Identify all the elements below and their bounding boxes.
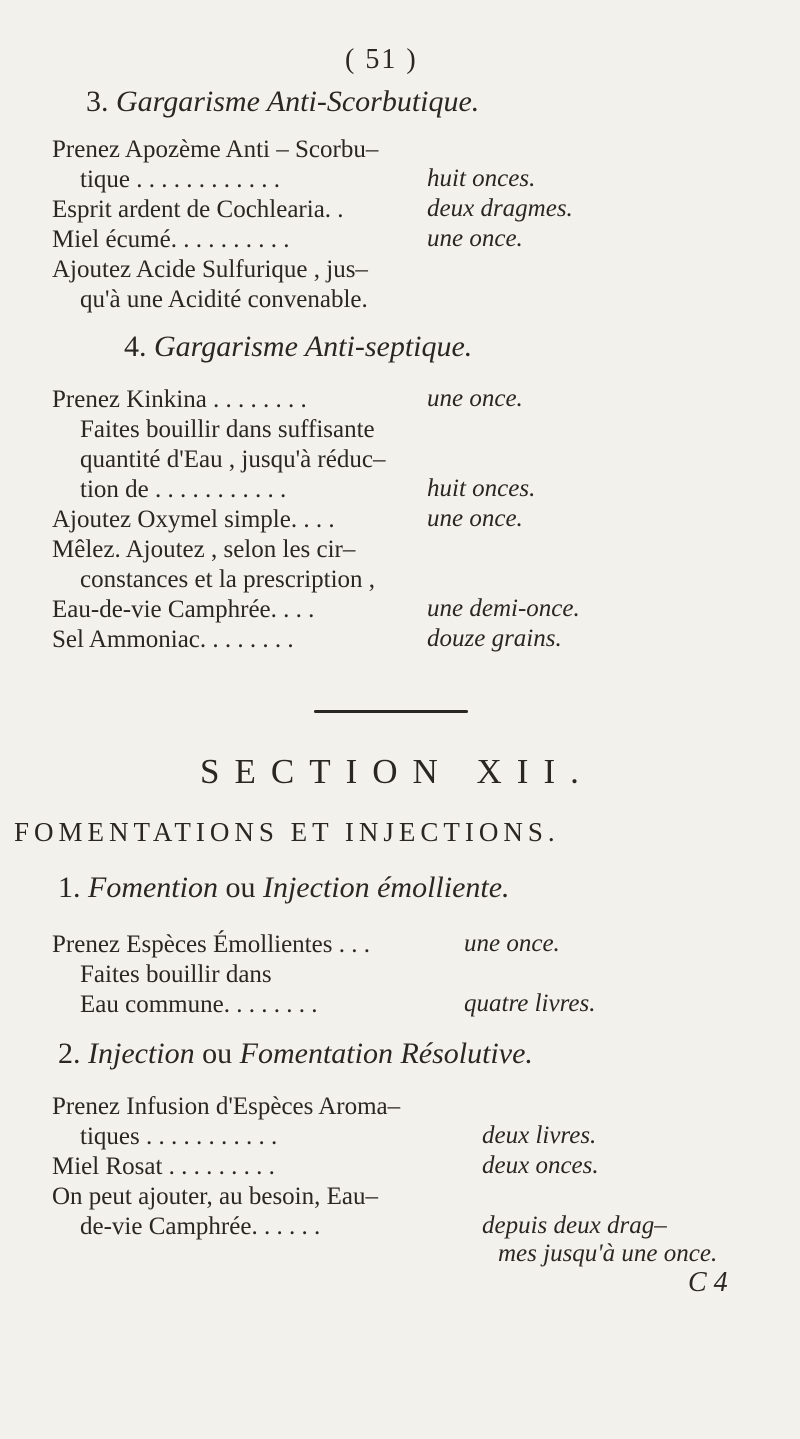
recipe-s2-line-3: Miel Rosat . . . . . . . . .: [52, 1153, 275, 1180]
recipe-3-line-3: Esprit ardent de Cochlearia. .: [52, 196, 344, 223]
recipe-3-heading: [86, 85, 479, 119]
recipe-s2-number: 2.: [58, 1037, 81, 1070]
recipe-3-line-5: Ajoutez Acide Sulfurique , jus–: [52, 256, 368, 283]
recipe-s2-line-2: tiques . . . . . . . . . . .: [80, 1123, 278, 1150]
recipe-s2-title-connector: ou: [202, 1037, 233, 1070]
recipe-4-number: 4.: [124, 330, 147, 363]
recipe-s1-number: 1.: [58, 871, 81, 904]
recipe-3-line-4: Miel écumé. . . . . . . . . .: [52, 226, 290, 253]
recipe-3-line-3-qty: deux dragmes.: [427, 195, 573, 222]
recipe-4-line-1: Prenez Kinkina . . . . . . . .: [52, 386, 307, 413]
recipe-s2-line-1: Prenez Infusion d'Espèces Aroma–: [52, 1093, 401, 1120]
recipe-s2-title-part2: Fomentation Résolutive.: [239, 1037, 533, 1070]
recipe-s2-line-5-qty: depuis deux drag–: [482, 1212, 667, 1239]
recipe-4-line-4-qty: huit onces.: [427, 475, 536, 502]
recipe-s1-line-2: Faites bouillir dans: [80, 961, 272, 988]
recipe-4-line-7: constances et la prescription ,: [80, 566, 376, 593]
recipe-4-line-5-qty: une once.: [427, 505, 523, 532]
recipe-4-line-8: Eau-de-vie Camphrée. . . .: [52, 596, 315, 623]
recipe-4-line-5: Ajoutez Oxymel simple. . . .: [52, 506, 335, 533]
recipe-s2-line-4: On peut ajouter, au besoin, Eau–: [52, 1183, 378, 1210]
section-title: SECTION XII.: [200, 752, 594, 791]
recipe-4-line-9: Sel Ammoniac. . . . . . . .: [52, 626, 294, 653]
recipe-3-line-6: qu'à une Acidité convenable.: [80, 286, 368, 313]
recipe-s2-line-6-qty: mes jusqu'à une once.: [498, 1240, 718, 1267]
recipe-4-title: Gargarisme Anti-septique.: [154, 330, 473, 363]
recipe-3-line-1: Prenez Apozème Anti – Scorbu–: [52, 136, 379, 163]
page-number: ( 51 ): [345, 44, 418, 75]
recipe-3-number: 3.: [86, 85, 109, 118]
recipe-4-line-2: Faites bouillir dans suffisante: [80, 416, 375, 443]
recipe-3-line-4-qty: une once.: [427, 225, 523, 252]
recipe-4-line-6: Mêlez. Ajoutez , selon les cir–: [52, 536, 356, 563]
section-subtitle: FOMENTATIONS ET INJECTIONS.: [14, 817, 560, 847]
recipe-4-line-9-qty: douze grains.: [427, 625, 562, 652]
recipe-s2-line-2-qty: deux livres.: [482, 1122, 597, 1149]
recipe-s1-title-part2: Injection émolliente.: [262, 871, 510, 904]
recipe-4-line-8-qty: une demi-once.: [427, 595, 580, 622]
recipe-s1-line-1: Prenez Espèces Émollientes . . .: [52, 931, 370, 958]
recipe-3-line-2-qty: huit onces.: [427, 165, 536, 192]
recipe-s1-heading: [58, 871, 510, 905]
recipe-s1-line-1-qty: une once.: [464, 930, 560, 957]
recipe-s1-title-part1: Fomention: [88, 871, 218, 904]
recipe-3-line-2: tique . . . . . . . . . . . .: [80, 166, 280, 193]
recipe-s2-title-part1: Injection: [88, 1037, 195, 1070]
section-divider: [314, 710, 468, 713]
recipe-s1-line-3-qty: quatre livres.: [464, 990, 596, 1017]
recipe-4-line-4: tion de . . . . . . . . . . .: [80, 476, 287, 503]
recipe-s1-title-connector: ou: [225, 871, 256, 904]
recipe-4-line-1-qty: une once.: [427, 385, 523, 412]
recipe-s2-line-3-qty: deux onces.: [482, 1152, 599, 1179]
recipe-4-heading: [124, 330, 472, 364]
recipe-s2-line-5: de-vie Camphrée. . . . . .: [80, 1213, 321, 1240]
recipe-3-title: Gargarisme Anti-Scorbutique.: [116, 85, 480, 118]
recipe-4-line-3: quantité d'Eau , jusqu'à réduc–: [80, 446, 386, 473]
signature-mark: C 4: [688, 1267, 728, 1298]
recipe-s2-heading: [58, 1037, 533, 1071]
recipe-s1-line-3: Eau commune. . . . . . . .: [80, 991, 318, 1018]
